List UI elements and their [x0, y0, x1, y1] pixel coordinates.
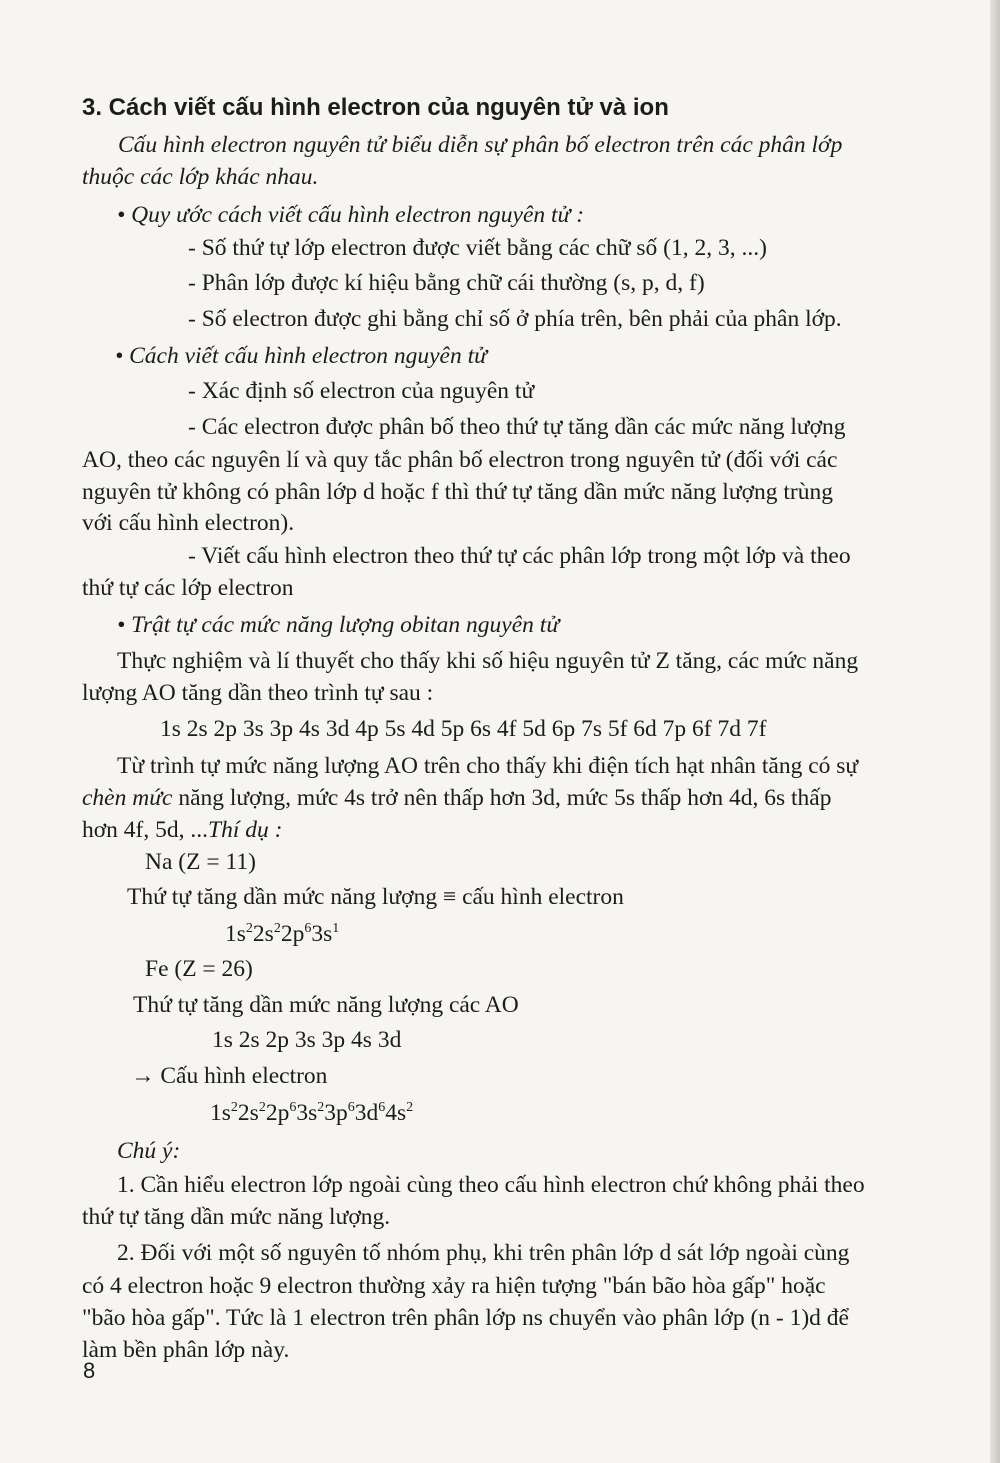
fe-configuration — [210, 1098, 413, 1128]
fe-order: 1s 2s 2p 3s 3p 4s 3d — [212, 1027, 402, 1053]
order-paragraph-line: lượng AO tăng dần theo trình tự sau : — [82, 680, 434, 706]
convention-item: - Số electron được ghi bằng chỉ số ở phía trên, bên phải của phân lớp. — [188, 306, 842, 332]
bullet-icon: • — [115, 343, 124, 369]
note-line: làm bền phân lớp này. — [82, 1337, 290, 1363]
electron-count: 6 — [304, 921, 312, 936]
method-step: - Viết cấu hình electron theo thứ tự các phân lớp trong một lớp và theo — [188, 543, 851, 569]
subshell: 1s — [225, 921, 246, 947]
observation-text: năng lượng, mức 4s trở nên thấp hơn 3d, mức 5s thấp hơn 4d, 6s thấp — [172, 785, 832, 811]
electron-count: 2 — [317, 1100, 325, 1115]
emphasis-text: chèn mức — [82, 785, 173, 811]
conventions-title-text: Quy ước cách viết cấu hình electron nguyên tử : — [131, 202, 585, 228]
observation-line — [82, 783, 832, 813]
subshell: 2s — [252, 921, 274, 947]
order-title-text: Trật tự các mức năng lượng obitan nguyên tử — [131, 612, 560, 638]
method-step-line: AO, theo các nguyên lí và quy tắc phân bố electron trong nguyên tử (đối với các — [82, 447, 838, 473]
energy-sequence: 1s 2s 2p 3s 3p 4s 3d 4p 5s 4d 5p 6s 4f 5d 6p 7s 5f 6d 7p 6f 7d 7f — [160, 716, 767, 742]
method-step: - Các electron được phân bố theo thứ tự tăng dần các mức năng lượng — [188, 414, 846, 440]
subshell: 3s — [311, 921, 333, 947]
example-label: Thí dụ : — [208, 817, 283, 843]
fe-label: Fe (Z = 26) — [145, 956, 253, 982]
intro-line: Cấu hình electron nguyên tử biểu diễn sự phân bố electron trên các phân lớp — [118, 132, 843, 158]
observation-line — [82, 815, 282, 845]
method-title — [115, 341, 487, 371]
note-line: 2. Đối với một số nguyên tố nhóm phụ, khi trên phân lớp d sát lớp ngoài cùng — [117, 1240, 850, 1266]
na-label: Na (Z = 11) — [145, 849, 256, 875]
na-description: Thứ tự tăng dần mức năng lượng ≡ cấu hình electron — [127, 884, 624, 910]
na-configuration — [225, 919, 339, 949]
note-line: có 4 electron hoặc 9 electron thường xảy ra hiện tượng "bán bão hòa gấp" hoặc — [82, 1273, 826, 1299]
observation-line: Từ trình tự mức năng lượng AO trên cho thấy khi điện tích hạt nhân tăng có sự — [117, 753, 859, 779]
method-step: - Xác định số electron của nguyên tử — [188, 378, 535, 404]
method-title-text: Cách viết cấu hình electron nguyên tử — [129, 343, 487, 369]
section-heading: 3. Cách viết cấu hình electron của nguyên tử và ion — [82, 94, 669, 121]
subshell: 2s — [237, 1100, 259, 1126]
order-paragraph-line: Thực nghiệm và lí thuyết cho thấy khi số hiệu nguyên tử Z tăng, các mức năng — [117, 648, 859, 674]
subshell: 1s — [210, 1100, 231, 1126]
bullet-icon: • — [117, 202, 126, 228]
note-line: thứ tự tăng dần mức năng lượng. — [82, 1204, 391, 1230]
subshell: 3d — [354, 1100, 379, 1126]
page-number: 8 — [83, 1358, 96, 1383]
electron-count: 2 — [273, 921, 281, 936]
subshell: 4s — [385, 1100, 407, 1126]
intro-line: thuộc các lớp khác nhau. — [82, 164, 319, 190]
electron-count: 2 — [230, 1100, 238, 1115]
note-line: 1. Cần hiểu electron lớp ngoài cùng theo cấu hình electron chứ không phải theo — [117, 1172, 865, 1198]
subshell: 2p — [265, 1100, 290, 1126]
notes-title: Chú ý: — [117, 1138, 181, 1164]
subshell: 3p — [324, 1100, 348, 1126]
electron-count: 6 — [347, 1100, 355, 1115]
note-line: "bão hòa gấp". Tức là 1 electron trên phân lớp ns chuyển vào phân lớp (n - 1)d để — [82, 1305, 849, 1331]
method-step-line: nguyên tử không có phân lớp d hoặc f thì thứ tự tăng dần mức năng lượng trùng — [82, 479, 833, 505]
electron-count: 2 — [258, 1100, 266, 1115]
electron-count: 2 — [245, 921, 253, 936]
conventions-title — [117, 200, 584, 230]
electron-count: 2 — [406, 1100, 414, 1115]
electron-count: 1 — [332, 921, 340, 936]
electron-count: 6 — [378, 1100, 386, 1115]
convention-item: - Số thứ tự lớp electron được viết bằng các chữ số (1, 2, 3, ...) — [188, 235, 767, 261]
bullet-icon: • — [117, 612, 126, 638]
method-step-line: với cấu hình electron). — [82, 510, 295, 536]
subshell: 3s — [296, 1100, 318, 1126]
method-step-line: thứ tự các lớp electron — [82, 575, 294, 601]
convention-item: - Phân lớp được kí hiệu bằng chữ cái thường (s, p, d, f) — [188, 270, 705, 296]
observation-text: hơn 4f, 5d, ... — [82, 817, 209, 843]
fe-arrow-line: → Cấu hình electron — [131, 1063, 328, 1089]
order-title — [117, 610, 559, 640]
fe-description: Thứ tự tăng dần mức năng lượng các AO — [133, 992, 519, 1018]
subshell: 2p — [280, 921, 305, 947]
electron-count: 6 — [289, 1100, 297, 1115]
